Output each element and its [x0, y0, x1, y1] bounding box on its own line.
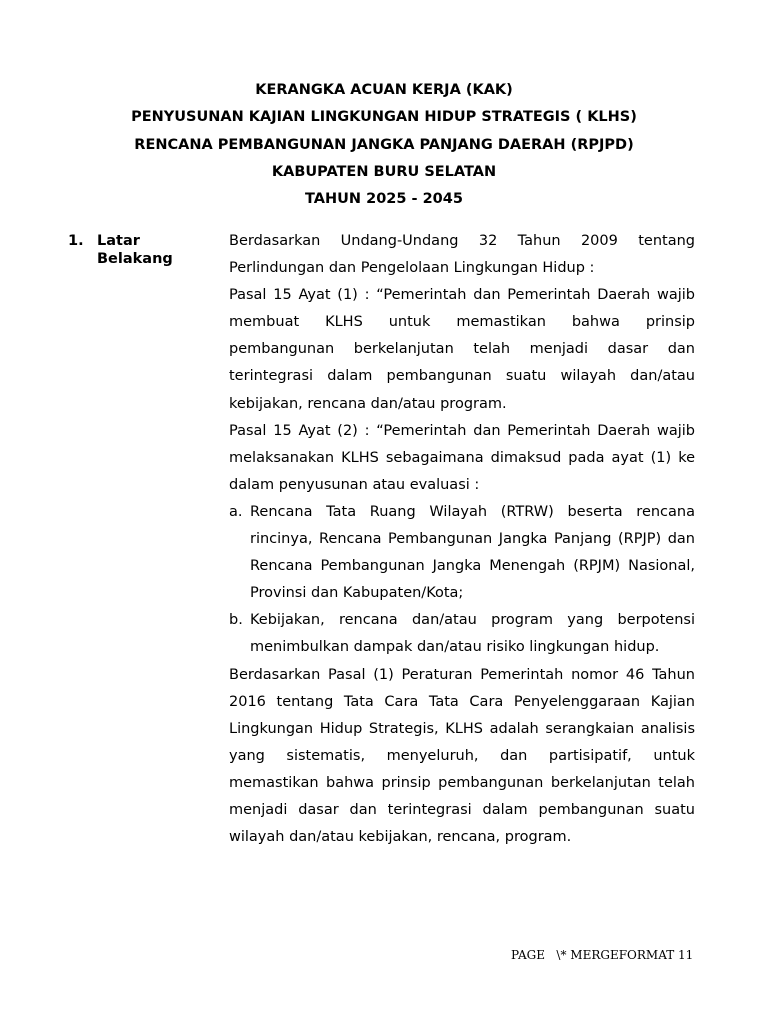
list-item: [229, 607, 695, 661]
title-line-klhs: PENYUSUNAN KAJIAN LINGKUNGAN HIDUP STRATEGIS ( KLHS): [131, 109, 637, 126]
section-heading-line-2: Belakang: [97, 251, 173, 267]
section-heading: [97, 232, 217, 268]
page-number-field: PAGE \* MERGEFORMAT 11: [511, 948, 694, 962]
pasal-15-ayat-1-paragraph: Pasal 15 Ayat (1) : “Pemerintah dan Pemerintah Daerah wajib membuat KLHS untuk memastikan bahwa prinsip pembangunan berkelanjutan telah menjadi dasar dan terintegrasi dalam pembangunan suatu wilayah dan/atau kebijakan, rencana dan/atau program.: [229, 287, 695, 412]
list-item-text: Rencana Tata Ruang Wilayah (RTRW) beserta rencana rincinya, Rencana Pembangunan Jangka Panjang (RPJP) dan Rencana Pembangunan Jangka Menengah (RPJM) Nasional, Provinsi dan Kabupaten/Kota;: [250, 503, 695, 602]
list-item-text: Kebijakan, rencana dan/atau program yang berpotensi menimbulkan dampak dan/atau risiko lingkungan hidup.: [250, 612, 695, 656]
pasal-15-ayat-2-paragraph: Pasal 15 Ayat (2) : “Pemerintah dan Pemerintah Daerah wajib melaksanakan KLHS sebagaimana dimaksud pada ayat (1) ke dalam penyusunan atau evaluasi :: [229, 422, 695, 493]
list-marker: a.: [229, 503, 243, 520]
title-line-kak: KERANGKA ACUAN KERJA (KAK): [255, 82, 513, 98]
section-number: 1.: [68, 233, 84, 249]
title-line-tahun: TAHUN 2025 - 2045: [305, 191, 463, 208]
evaluation-list: [229, 499, 695, 662]
intro-paragraph: Berdasarkan Undang-Undang 32 Tahun 2009 tentang Perlindungan dan Pengelolaan Lingkungan Hidup :: [229, 233, 695, 277]
document-title-block: [0, 77, 768, 213]
title-line-kabupaten: KABUPATEN BURU SELATAN: [271, 163, 497, 180]
title-line-rpjpd: RENCANA PEMBANGUNAN JANGKA PANJANG DAERAH (RPJPD): [134, 136, 634, 153]
list-marker: b.: [229, 612, 243, 629]
section-body: [229, 228, 695, 851]
section-heading-line-1: Latar: [97, 233, 140, 249]
closing-paragraph: Berdasarkan Pasal (1) Peraturan Pemerintah nomor 46 Tahun 2016 tentang Tata Cara Tata Cara Penyelenggaraan Kajian Lingkungan Hidup Strategis, KLHS adalah serangkaian analisis yang sistematis, menyeluruh, dan partisipatif, untuk memastikan bahwa prinsip pembangunan berkelanjutan telah menjadi dasar dan terintegrasi dalam pembangunan suatu wilayah dan/atau kebijakan, rencana, program.: [229, 666, 695, 846]
list-item: [229, 499, 695, 607]
